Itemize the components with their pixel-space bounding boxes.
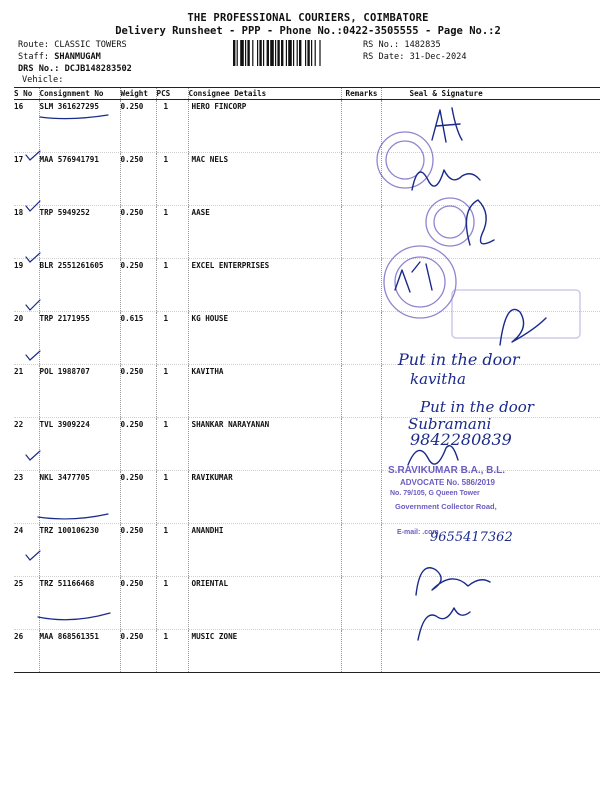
- drs-label: DRS No.:: [18, 64, 60, 74]
- cell-sno: 18: [14, 206, 39, 259]
- cell-consignment: POL 1988707: [39, 365, 120, 418]
- cell-consignment: TRZ 100106230: [39, 524, 120, 577]
- cell-weight: 0.250: [120, 418, 156, 471]
- rs-date-value: 31-Dec-2024: [409, 52, 467, 62]
- cell-pcs: 1: [156, 365, 188, 418]
- col-header-consignment: Consignment No: [39, 88, 120, 100]
- document-subtitle: Delivery Runsheet - PPP - Phone No.:0422-3505555 - Page No.:2: [115, 25, 501, 37]
- col-header-seal-signature: Seal & Signature: [381, 88, 600, 100]
- rs-no-value: 1482835: [404, 40, 441, 50]
- cell-pcs: 1: [156, 153, 188, 206]
- cell-consignee: KAVITHA: [188, 365, 341, 418]
- tick-mark: [26, 351, 40, 360]
- cell-weight: 0.250: [120, 259, 156, 312]
- cell-weight: 0.250: [120, 630, 156, 673]
- cell-weight: 0.250: [120, 206, 156, 259]
- handwritten-phone: 9842280839: [410, 430, 512, 449]
- cell-consignment: SLM 361627295: [39, 100, 120, 153]
- signature: [416, 568, 490, 595]
- stamp-line: Government Collector Road,: [395, 502, 497, 511]
- cell-pcs: 1: [156, 418, 188, 471]
- col-header-sno: S No: [14, 88, 39, 100]
- cell-pcs: 1: [156, 630, 188, 673]
- cell-consignee: HERO FINCORP: [188, 100, 341, 153]
- cell-pcs: 1: [156, 259, 188, 312]
- signature: [412, 170, 480, 190]
- cell-consignee: KG HOUSE: [188, 312, 341, 365]
- cell-sno: 21: [14, 365, 39, 418]
- cell-consignment: MAA 868561351: [39, 630, 120, 673]
- cell-pcs: 1: [156, 577, 188, 630]
- route-value: CLASSIC TOWERS: [54, 40, 127, 50]
- cell-sno: 16: [14, 100, 39, 153]
- cell-sno: 17: [14, 153, 39, 206]
- cell-weight: 0.250: [120, 524, 156, 577]
- cell-consignment: NKL 3477705: [39, 471, 120, 524]
- signature: [432, 108, 462, 142]
- col-header-weight: Weight: [120, 88, 156, 100]
- cell-consignment: TRP 5949252: [39, 206, 120, 259]
- cell-weight: 0.250: [120, 577, 156, 630]
- staff-label: Staff:: [18, 52, 50, 62]
- drs-value: DCJB148283502: [64, 64, 132, 74]
- handwritten-note: Subramani: [408, 415, 492, 433]
- handwritten-note: Put in the door: [398, 350, 520, 369]
- cell-pcs: 1: [156, 312, 188, 365]
- col-header-consignee: Consignee Details: [188, 88, 341, 100]
- cell-sno: 19: [14, 259, 39, 312]
- cell-consignment: TRP 2171955: [39, 312, 120, 365]
- document-title: THE PROFESSIONAL COURIERS, COIMBATORE: [187, 12, 429, 24]
- staff-value: SHANMUGAM: [54, 52, 101, 62]
- rs-date-label: RS Date:: [363, 52, 405, 62]
- rs-no-label: RS No.:: [363, 40, 400, 50]
- col-header-pcs: PCS: [156, 88, 188, 100]
- cell-pcs: 1: [156, 206, 188, 259]
- cell-sno: 20: [14, 312, 39, 365]
- cell-sno: 25: [14, 577, 39, 630]
- tick-mark: [26, 451, 40, 460]
- cell-sno: 22: [14, 418, 39, 471]
- signature: [500, 309, 546, 345]
- cell-weight: 0.250: [120, 153, 156, 206]
- cell-consignee: EXCEL ENTERPRISES: [188, 259, 341, 312]
- signature: [466, 200, 494, 245]
- stamp-line: ADVOCATE No. 586/2019: [400, 478, 495, 487]
- cell-consignment: TRZ 51166468: [39, 577, 120, 630]
- tick-mark: [26, 253, 40, 262]
- cell-weight: 0.250: [120, 471, 156, 524]
- cell-consignee: SHANKAR NARAYANAN: [188, 418, 341, 471]
- cell-consignee: RAVIKUMAR: [188, 471, 341, 524]
- tick-mark: [26, 551, 40, 560]
- seal-stamp: [452, 290, 580, 338]
- cell-consignee: ANANDHI: [188, 524, 341, 577]
- stamp-line: S.RAVIKUMAR B.A., B.L.: [388, 465, 506, 476]
- vehicle-label: Vehicle:: [22, 75, 64, 85]
- cell-weight: 0.250: [120, 100, 156, 153]
- cell-consignee: ORIENTAL: [188, 577, 341, 630]
- cell-sno: 26: [14, 630, 39, 673]
- underline-mark: [40, 115, 108, 119]
- cell-consignee: MAC NELS: [188, 153, 341, 206]
- tick-mark: [26, 201, 40, 211]
- cell-consignment: BLR 2551261605: [39, 259, 120, 312]
- cell-pcs: 1: [156, 524, 188, 577]
- cell-weight: 0.615: [120, 312, 156, 365]
- handwritten-note: Put in the door: [420, 398, 534, 416]
- col-header-remarks: Remarks: [341, 88, 381, 100]
- cell-pcs: 1: [156, 471, 188, 524]
- stamp-line: E-mail: .com: [397, 529, 439, 536]
- handwritten-phone: 9655417362: [430, 530, 513, 545]
- underline-mark: [38, 613, 110, 620]
- cell-consignment: MAA 576941791: [39, 153, 120, 206]
- route-label: Route:: [18, 40, 50, 50]
- cell-consignee: MUSIC ZONE: [188, 630, 341, 673]
- cell-weight: 0.250: [120, 365, 156, 418]
- underline-mark: [38, 514, 108, 519]
- cell-consignee: AASE: [188, 206, 341, 259]
- cell-sno: 23: [14, 471, 39, 524]
- stamp-line: No. 79/105, G Queen Tower: [390, 490, 480, 497]
- cell-pcs: 1: [156, 100, 188, 153]
- tick-mark: [26, 300, 40, 310]
- cell-sno: 24: [14, 524, 39, 577]
- handwritten-note: kavitha: [410, 370, 466, 388]
- signature: [418, 608, 470, 640]
- cell-consignment: TVL 3909224: [39, 418, 120, 471]
- tick-mark: [26, 151, 40, 160]
